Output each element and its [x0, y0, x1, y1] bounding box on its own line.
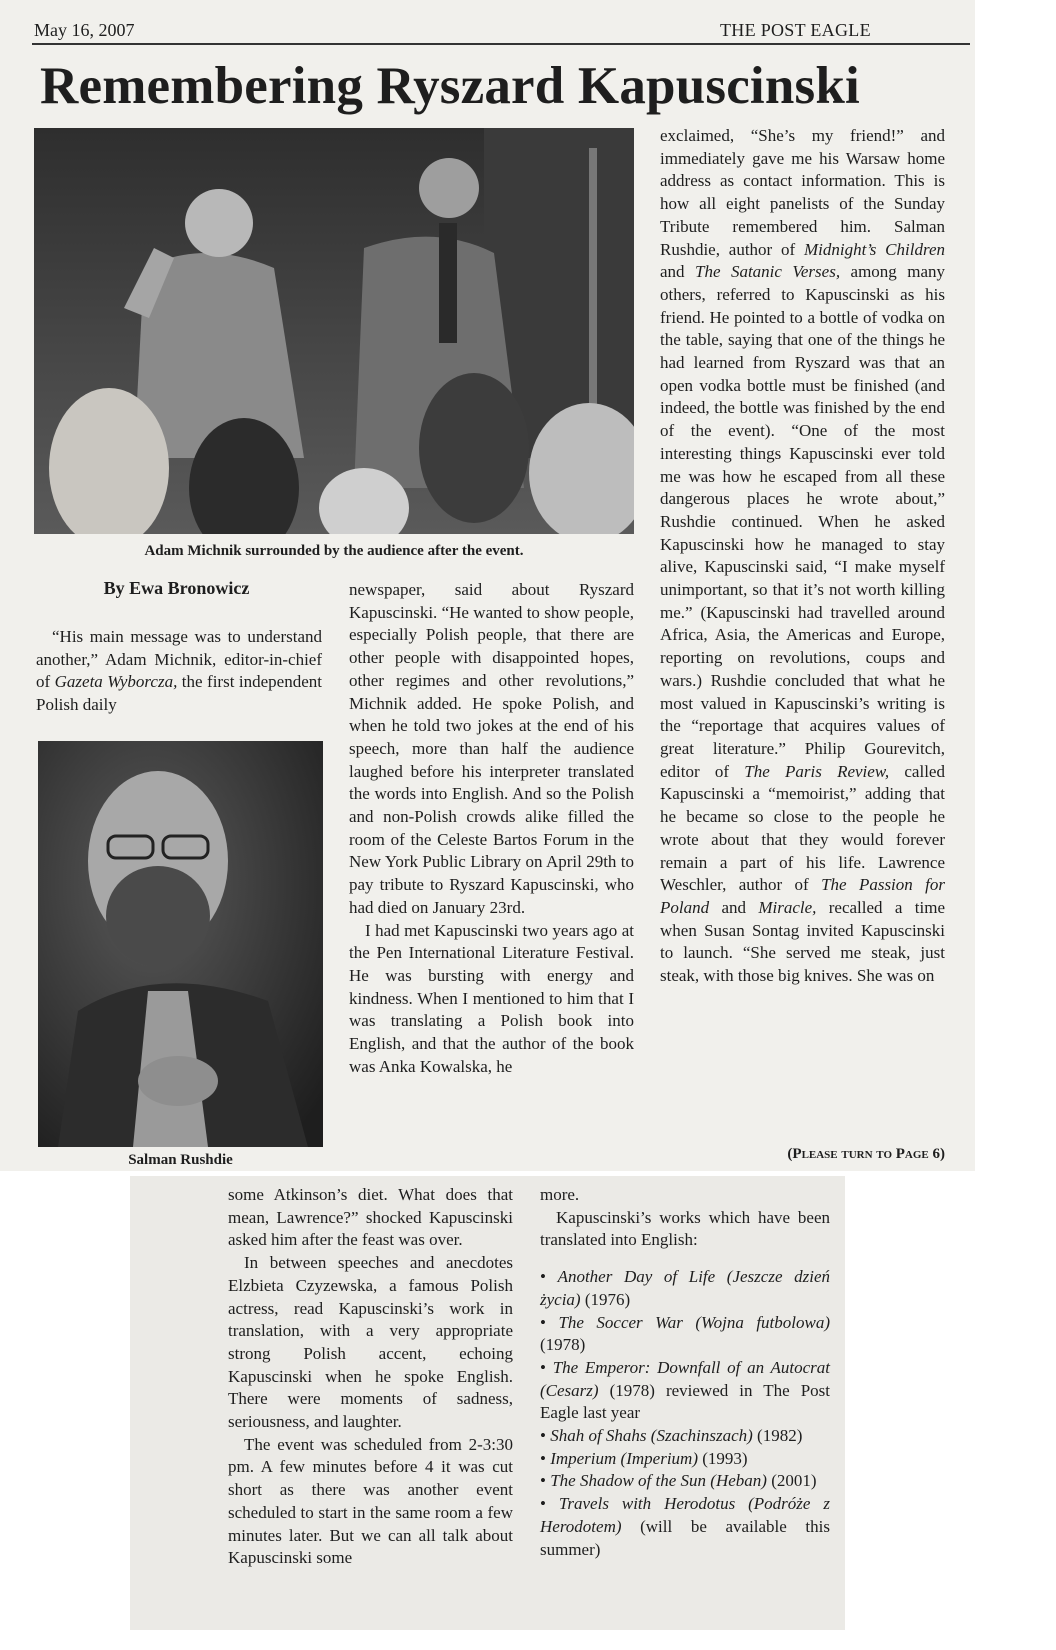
book-note: (1976) — [580, 1289, 631, 1309]
article-column-2 — [349, 579, 634, 1078]
book-title: The Soccer War (Wojna futbolowa) — [558, 1312, 830, 1332]
article-paragraph: newspaper, said about Ryszard Kapuscinski. “He wanted to show people, especially Polish people, that there are other people with disappointed hopes, other regimes and other revolutions,” Michnik added. He spoke Polish, and when he told two jokes at the end of his speech, more than half the audience laughed before his interpreter translated the words into English. And so the Polish and non-Polish crowds alike filled the room of the Celeste Bartos Forum in the New York Public Library on April 29th to pay tribute to Ryszard Kapuscinski, who had died on January 23rd. — [349, 580, 634, 917]
text-run: recalled a time when Susan Sontag invited Kapuscinski to launch. “She served me steak, just steak, with those big knives. She was on — [660, 897, 945, 986]
book-note: (1993) — [697, 1448, 748, 1468]
book-note: (1978) — [540, 1335, 586, 1355]
article-column-1 — [36, 626, 322, 717]
header-rule — [32, 43, 970, 45]
book-title: Travels with Herodotus (Podróże z Herodotem) — [540, 1494, 830, 1536]
book-note: (will be available this summer) — [540, 1516, 830, 1559]
book-title: Another Day of Life (Jeszcze dzień życia) — [540, 1267, 830, 1309]
rushdie-photo-image — [38, 741, 323, 1147]
text-run: the first independent Polish daily — [36, 672, 322, 715]
book-title: The Satanic Verses, — [695, 262, 841, 282]
book-note: (1978) reviewed in The Post Eagle last year — [540, 1380, 830, 1423]
continued-column-2 — [540, 1184, 830, 1561]
book-title: The Emperor: Downfall of an Autocrat (Cesarz) — [540, 1357, 830, 1400]
text-run: called Kapuscinski a “memoirist,” adding that he became so close to the people he wrote about that they would forever remain a part of his life. Lawrence Weschler, author of — [660, 761, 945, 895]
article-paragraph: Kapuscinski’s works which have been translated into English: — [540, 1207, 830, 1250]
text-run: exclaimed, “She’s my friend!” and immediately gave me his Warsaw home address as contact information. This is how all eight panelists of the Sunday Tribute remembered him. Salman Rushdie, author of — [660, 126, 945, 259]
book-title: Imperium (Imperium) — [550, 1448, 698, 1468]
book-note: (2001) — [766, 1471, 817, 1491]
rushdie-photo-caption: Salman Rushdie — [128, 1152, 233, 1168]
bullet: • — [540, 1312, 559, 1332]
book-title: Shah of Shahs (Szachinszach) — [550, 1426, 753, 1446]
works-list-item — [540, 1448, 830, 1471]
bullet: • — [540, 1494, 559, 1514]
works-list — [540, 1266, 830, 1561]
article-column-3 — [660, 125, 945, 988]
issue-date: May 16, 2007 — [34, 20, 135, 40]
bullet: • — [540, 1357, 553, 1377]
article-paragraph: In between speeches and anecdotes Elzbieta Czyzewska, a famous Polish actress, read Kapuscinski’s work in translation, with a very appropriate strong Polish accent, echoing Kapuscinski when he spoke English. There were moments of sadness, seriousness, and laughter. — [228, 1253, 513, 1432]
text-run: “His main message was to understand another,” Adam Michnik, editor-in-chief of — [36, 627, 322, 692]
book-note: (1982) — [752, 1426, 803, 1446]
works-list-item — [540, 1312, 830, 1357]
continued-column-1 — [228, 1184, 513, 1570]
bullet: • — [540, 1471, 551, 1491]
rushdie-photo — [38, 741, 323, 1147]
works-list-item — [540, 1266, 830, 1311]
article-paragraph: some Atkinson’s diet. What does that mean, Lawrence?” shocked Kapuscinski asked him after the feast was over. — [228, 1185, 513, 1250]
headline: Remembering Ryszard Kapuscinski — [40, 57, 860, 115]
page-continuation-note: (Please turn to Page 6) — [787, 1146, 945, 1162]
works-list-item — [540, 1470, 830, 1493]
bullet: • — [540, 1426, 551, 1446]
article-paragraph: The event was scheduled from 2-3:30 pm. A few minutes before 4 it was cut short as there was another event scheduled to start in the same room a few minutes later. But we can all talk about Kapuscinski some — [228, 1434, 513, 1568]
text-run: and — [660, 262, 695, 282]
michnik-photo-caption: Adam Michnik surrounded by the audience after the event. — [144, 543, 524, 559]
book-title: Miracle, — [758, 897, 817, 917]
works-list-item — [540, 1357, 830, 1425]
bullet: • — [540, 1267, 558, 1287]
article-paragraph: more. — [540, 1185, 580, 1204]
publication-title: The Paris Review, — [744, 761, 890, 781]
book-title: The Shadow of the Sun (Heban) — [550, 1471, 767, 1491]
publication-title: Gazeta Wyborcza, — [54, 672, 178, 692]
article-paragraph: I had met Kapuscinski two years ago at the Pen International Literature Festival. He was bursting with energy and kindness. When I mentioned to him that I was translating a Polish book into English, and that the author of the book was Anka Kowalska, he — [349, 920, 634, 1076]
book-title: Midnight’s Children — [803, 239, 945, 259]
bullet: • — [540, 1448, 551, 1468]
text-run: and — [709, 897, 759, 917]
works-list-item — [540, 1425, 830, 1448]
article-paragraph — [660, 125, 945, 988]
newspaper-name: THE POST EAGLE — [720, 20, 871, 40]
works-list-item — [540, 1493, 830, 1561]
book-title: The Passion for Poland — [660, 875, 945, 917]
text-run: among many others, referred to Kapuscinski as his friend. He pointed to a bottle of vodka on the table, saying that one of the things he had learned from Ryszard was that an open vodka bottle must be finished (and indeed, the bottle was finished by the end of the event). “One of the most interesting things Kapuscinski ever told me was how he escaped from all these dangerous places he wrote about,” Rushdie continued. When he asked Kapuscinski how he managed to stay alive, Kapuscinski said, “I make myself unimportant, so that it’s not worth killing me.” (Kapuscinski had travelled around Africa, Asia, the Americas and Europe, reporting on revolutions, coups and wars.) Rushdie concluded that what he most valued in Kapuscinski’s writing is the “reportage that acquires values of great literature.” Philip Gourevitch, editor of — [660, 262, 946, 781]
byline: By Ewa Bronowicz — [103, 578, 250, 598]
michnik-photo — [34, 128, 634, 534]
michnik-photo-image — [34, 128, 634, 534]
article-paragraph — [36, 626, 322, 717]
